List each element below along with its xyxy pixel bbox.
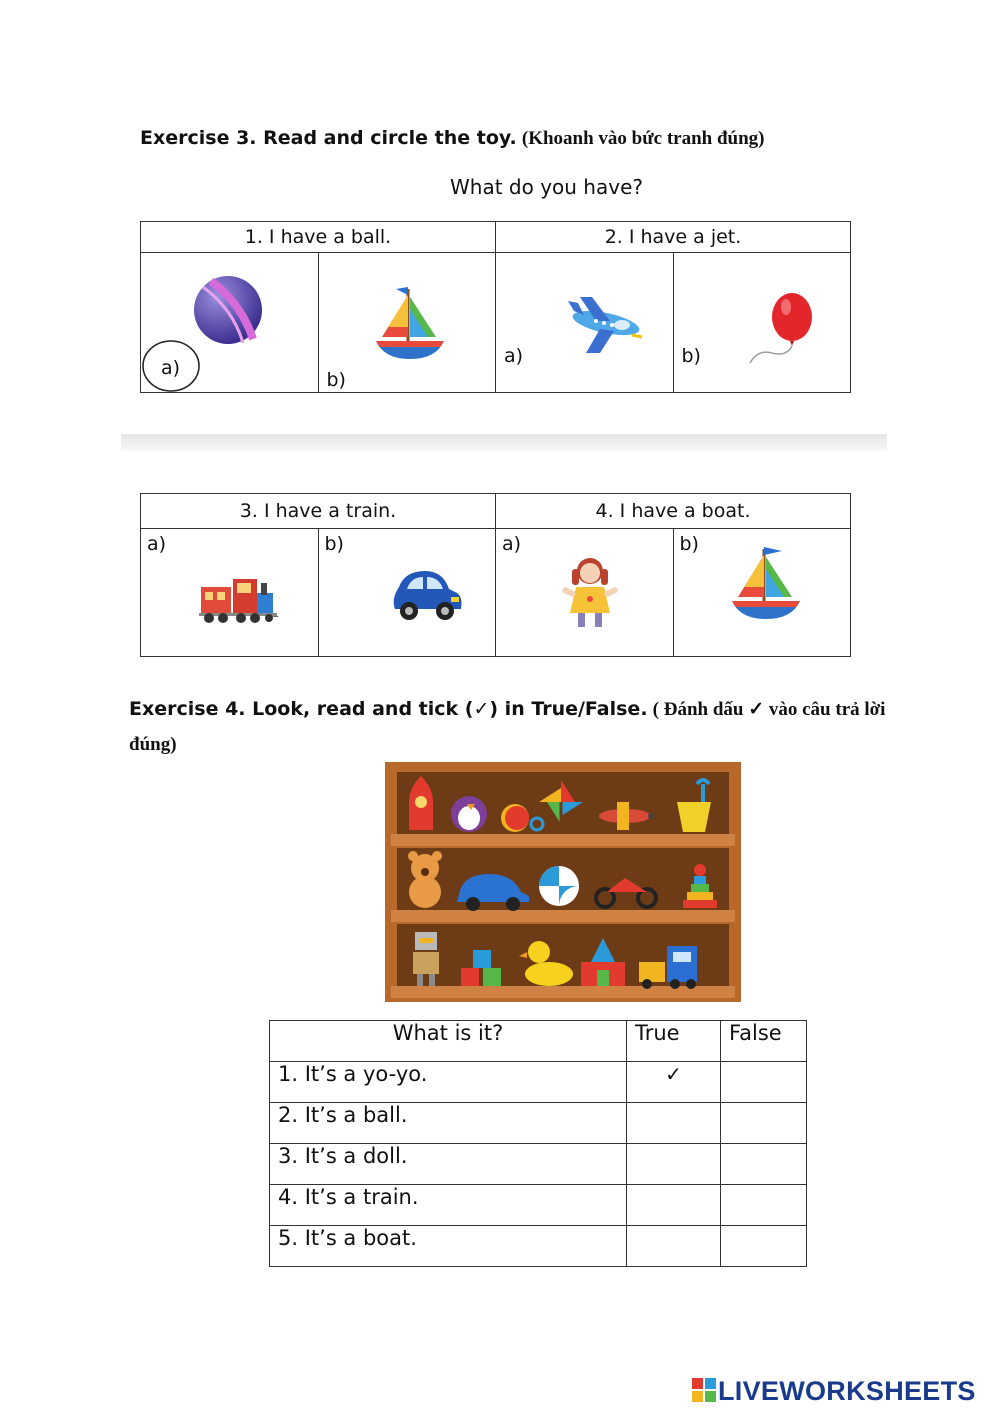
column-header-question: What is it? (270, 1021, 627, 1062)
penguin-icon (451, 796, 487, 832)
sailboat-icon (730, 545, 802, 621)
item3-option-b[interactable] (318, 529, 496, 657)
item1-a-label: a) (161, 357, 181, 379)
balloon-icon (746, 291, 816, 367)
row-3-statement: 3. It’s a doll. (270, 1144, 627, 1185)
item3-sentence: 3. I have a train. (141, 494, 496, 529)
liveworksheets-logo-icon (692, 1378, 716, 1402)
item2-option-b[interactable] (673, 253, 851, 393)
row-3-false-cell[interactable] (721, 1144, 807, 1185)
item4-sentence: 4. I have a boat. (496, 494, 851, 529)
item4-a-label: a) (502, 533, 522, 555)
item1-sentence: 1. I have a ball. (141, 222, 496, 253)
column-header-true: True (627, 1021, 721, 1062)
item4-option-a[interactable] (496, 529, 674, 657)
item1-option-b[interactable] (318, 253, 496, 393)
row-3-true-cell[interactable] (627, 1144, 721, 1185)
item4-b-label: b) (679, 533, 699, 555)
jet-plane-icon (566, 291, 646, 357)
true-false-table (269, 1020, 807, 1267)
exercise3-table-top (140, 221, 851, 393)
column-header-false: False (721, 1021, 807, 1062)
item2-b-label: b) (681, 345, 701, 367)
exercise3-heading (140, 127, 765, 150)
row-1-statement: 1. It’s a yo-yo. (270, 1062, 627, 1103)
train-icon (199, 575, 279, 625)
beach-ball-icon (539, 866, 579, 906)
item1-b-label: b) (326, 369, 346, 391)
item2-sentence: 2. I have a jet. (496, 222, 851, 253)
item2-a-label: a) (504, 345, 524, 367)
row-2-statement: 2. It’s a ball. (270, 1103, 627, 1144)
row-5-statement: 5. It’s a boat. (270, 1226, 627, 1267)
item1-option-a[interactable] (141, 253, 319, 393)
exercise4-subtitle-cont: đúng) (129, 734, 177, 755)
doll-icon (558, 555, 622, 631)
item3-b-label: b) (324, 533, 344, 555)
exercise4-title: Exercise 4. Look, read and tick (✓) in True/False. (129, 698, 648, 720)
ball-icon (191, 273, 265, 347)
item3-option-a[interactable] (141, 529, 319, 657)
row-1-false-cell[interactable] (721, 1062, 807, 1103)
footer-brand[interactable]: LIVEWORKSHEETS (718, 1376, 976, 1406)
car-icon (391, 569, 465, 625)
section-divider (121, 434, 887, 451)
exercise4-subtitle: ( Đánh dấu ✓ vào câu trả lời (652, 699, 886, 720)
table-row (270, 1226, 807, 1267)
table-row (270, 1144, 807, 1185)
row-2-false-cell[interactable] (721, 1103, 807, 1144)
row-4-false-cell[interactable] (721, 1185, 807, 1226)
exercise3-subtitle: (Khoanh vào bức tranh đúng) (521, 128, 765, 149)
row-5-true-cell[interactable] (627, 1226, 721, 1267)
row-1-true-cell[interactable]: ✓ (627, 1062, 721, 1103)
row-4-true-cell[interactable] (627, 1185, 721, 1226)
exercise3-question: What do you have? (450, 175, 643, 199)
row-4-statement: 4. It’s a train. (270, 1185, 627, 1226)
table-row (270, 1185, 807, 1226)
exercise4-heading (129, 698, 885, 721)
item2-option-a[interactable] (496, 253, 674, 393)
row-2-true-cell[interactable] (627, 1103, 721, 1144)
table-row (270, 1062, 807, 1103)
exercise3-table-bottom (140, 493, 851, 657)
exercise3-title: Exercise 3. Read and circle the toy. (140, 127, 517, 149)
row-5-false-cell[interactable] (721, 1226, 807, 1267)
sailboat-icon (374, 285, 446, 361)
item4-option-b[interactable] (673, 529, 851, 657)
item3-a-label: a) (147, 533, 167, 555)
table-row (270, 1103, 807, 1144)
toy-shelf-image (385, 762, 741, 1002)
